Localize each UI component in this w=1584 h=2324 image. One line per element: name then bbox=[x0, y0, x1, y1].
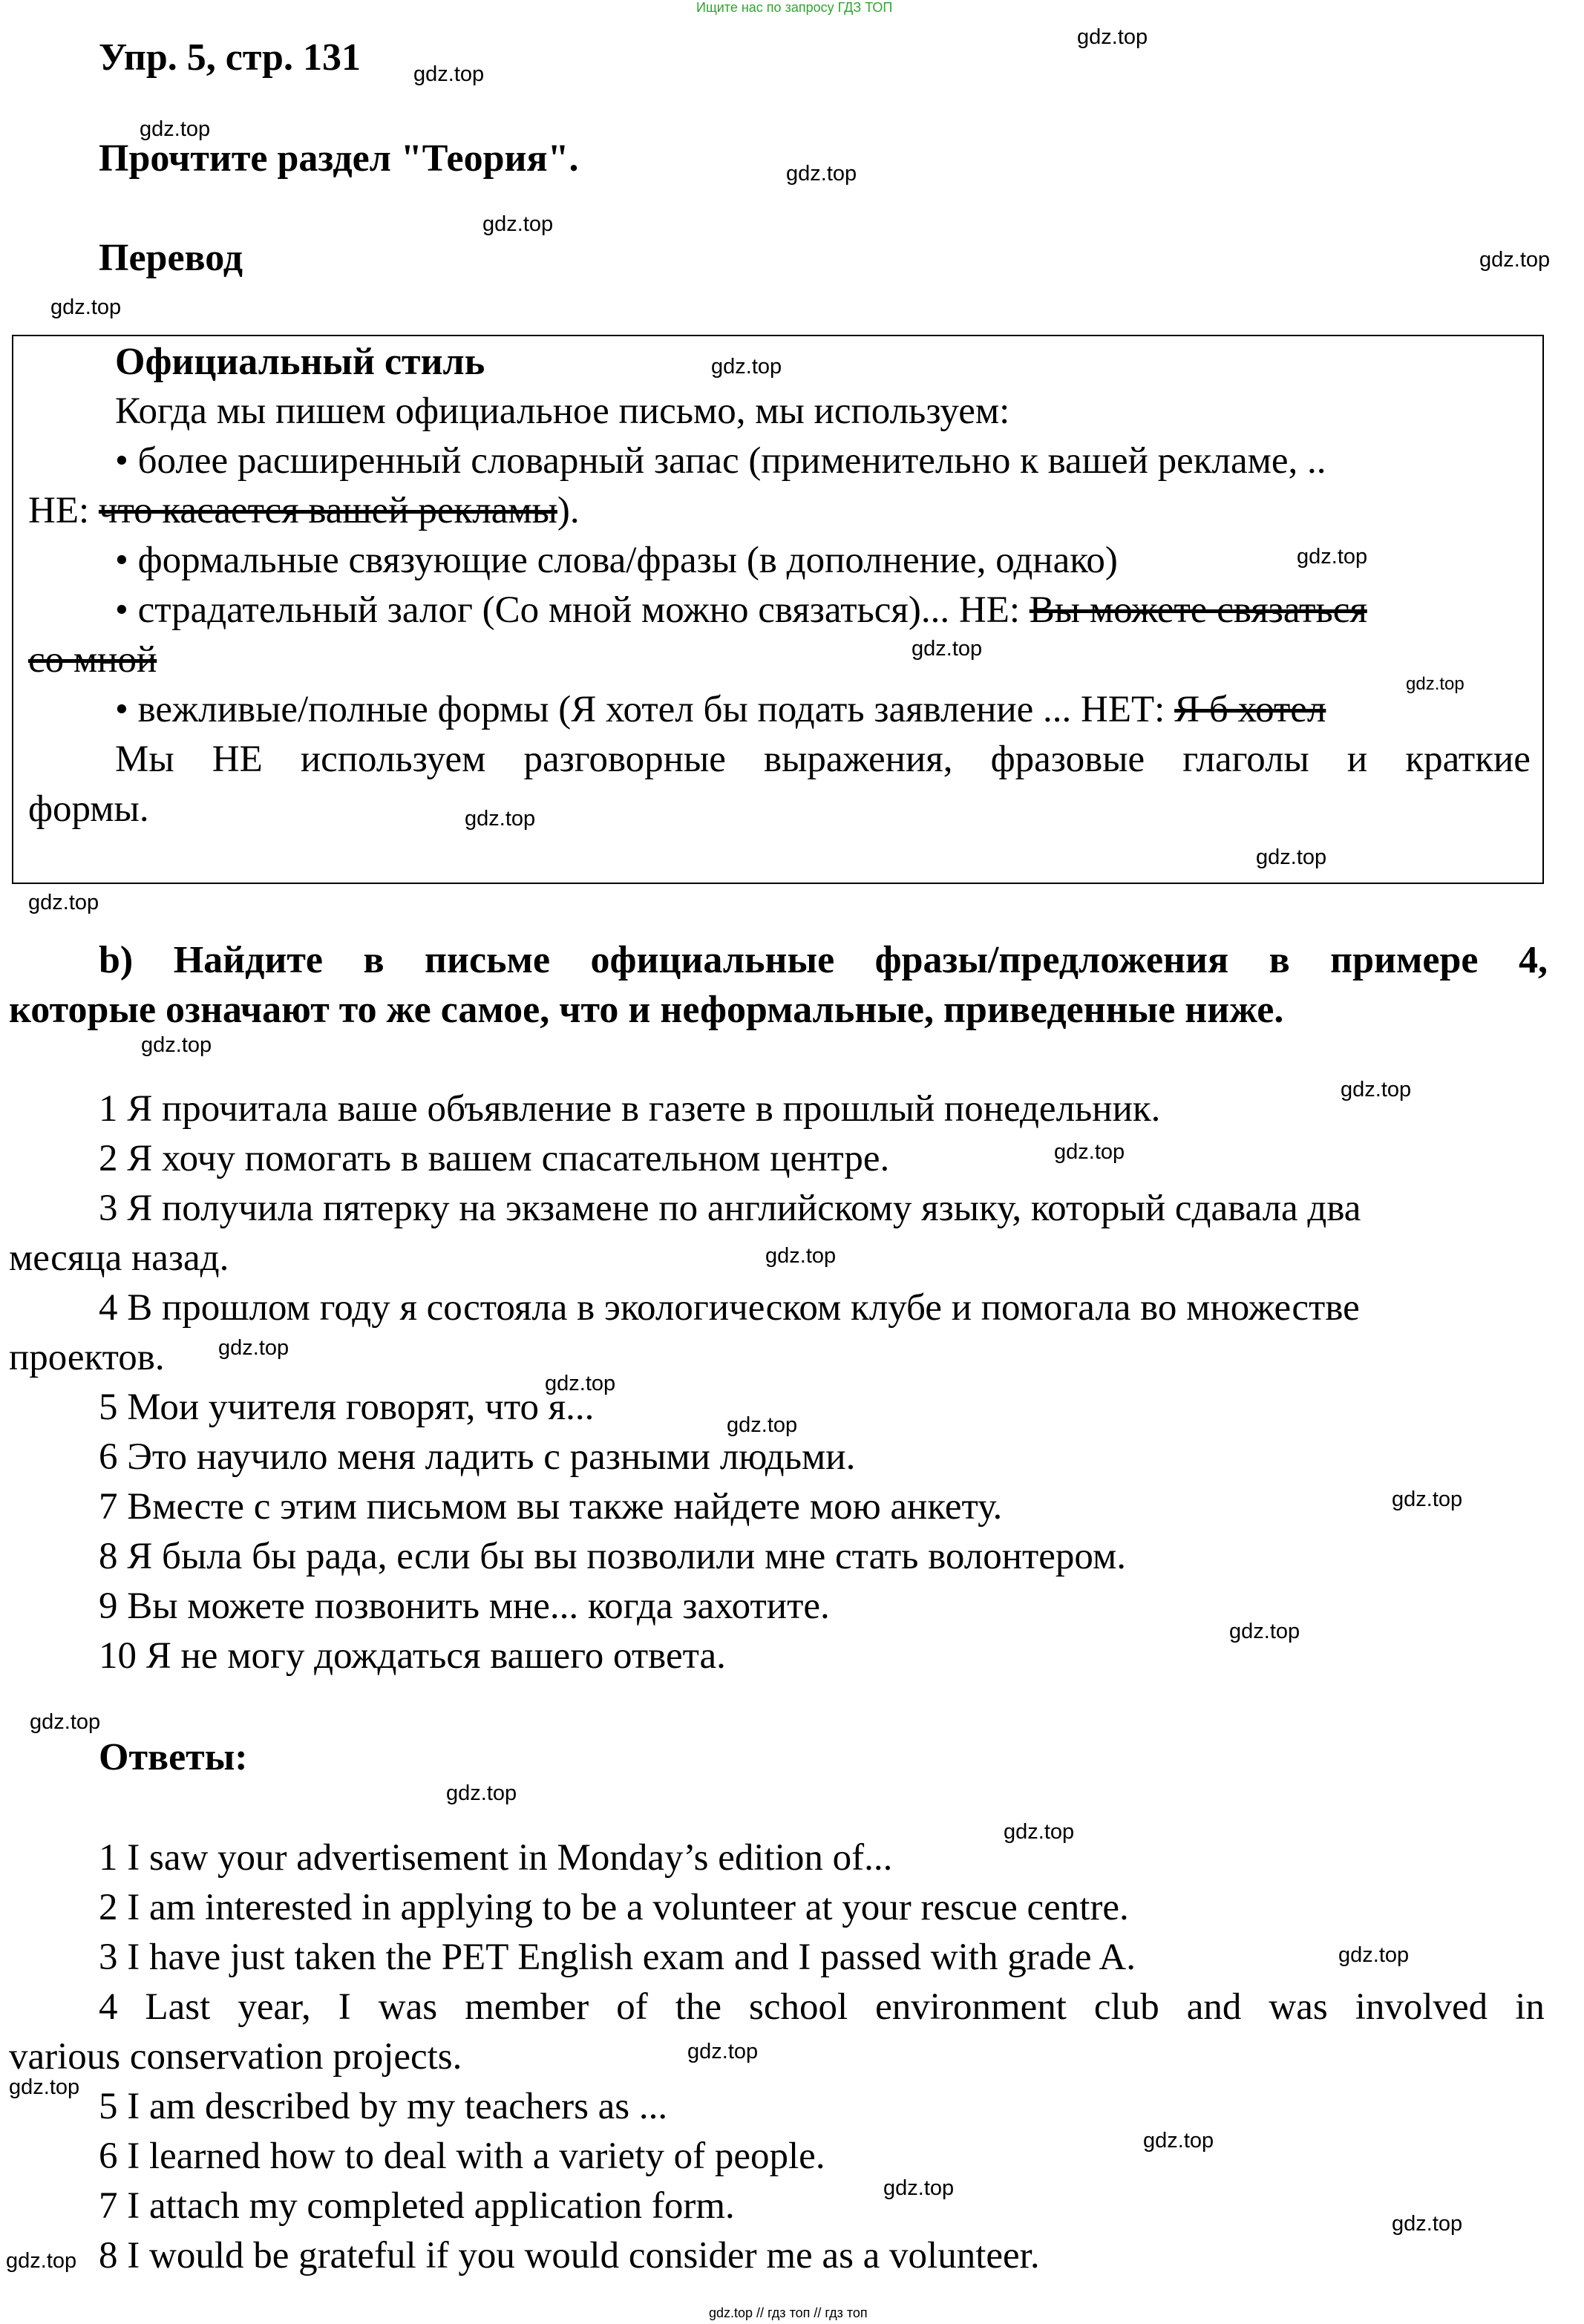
word: school bbox=[749, 1986, 848, 2028]
strikethrough-example-cont: со мной bbox=[28, 639, 157, 681]
watermark: gdz.top bbox=[140, 117, 211, 141]
answer-item: 3 I have just taken the PET English exam and I passed with grade A. bbox=[99, 1937, 1136, 1978]
word: примере bbox=[1330, 939, 1479, 981]
watermark: gdz.top bbox=[1297, 545, 1368, 569]
theory-bullet-polite bbox=[115, 688, 1326, 731]
watermark: gdz.top bbox=[50, 295, 122, 319]
informal-item: 1 Я прочитала ваше объявление в газете в прошлый понедельник. bbox=[99, 1088, 1161, 1130]
word: используем bbox=[300, 739, 486, 780]
instruction-heading: Прочтите раздел "Теория". bbox=[99, 137, 579, 180]
word: I bbox=[338, 1986, 351, 2028]
answer-item-cont: various conservation projects. bbox=[9, 2036, 462, 2078]
word: разговорные bbox=[523, 739, 726, 780]
bottom-banner: gdz.top // гдз топ // гдз топ bbox=[709, 2305, 868, 2320]
strikethrough-example: Вы можете связаться bbox=[1029, 589, 1367, 631]
watermark: gdz.top bbox=[1392, 1487, 1463, 1511]
word: 4 bbox=[99, 1986, 118, 2028]
word: глаголы bbox=[1182, 739, 1309, 780]
theory-bullet-vocab: • более расширенный словарный запас (применительно к вашей рекламе, .. bbox=[115, 440, 1326, 482]
word: b) bbox=[99, 939, 134, 981]
watermark: gdz.top bbox=[1406, 674, 1464, 694]
word: Last bbox=[145, 1986, 211, 2028]
strikethrough-example: Я б хотел bbox=[1174, 689, 1326, 730]
word: официальные bbox=[590, 939, 835, 981]
word: the bbox=[675, 1986, 721, 2028]
word: was bbox=[378, 1986, 438, 2028]
theory-closing-cont: формы. bbox=[28, 788, 149, 830]
answer-item: 2 I am interested in applying to be a volunteer at your rescue centre. bbox=[99, 1887, 1129, 1928]
strikethrough-example: что касается вашей рекламы bbox=[98, 490, 557, 531]
watermark: gdz.top bbox=[1392, 2212, 1463, 2236]
answer-item: 8 I would be grateful if you would consider me as a volunteer. bbox=[99, 2235, 1040, 2276]
answer-item: 5 I am described by my teachers as ... bbox=[99, 2086, 668, 2127]
watermark: gdz.top bbox=[711, 355, 782, 379]
watermark: gdz.top bbox=[765, 1244, 837, 1268]
watermark: gdz.top bbox=[446, 1781, 517, 1805]
informal-item: 3 Я получила пятерку на экзамене по английскому языку, который сдавала два bbox=[99, 1188, 1361, 1229]
watermark: gdz.top bbox=[482, 212, 554, 236]
word: of bbox=[616, 1986, 648, 2028]
word: involved bbox=[1355, 1986, 1488, 2028]
word: and bbox=[1186, 1986, 1242, 2028]
watermark: gdz.top bbox=[786, 162, 857, 186]
word: в bbox=[1269, 939, 1290, 981]
word: Найдите bbox=[173, 939, 324, 981]
word: выражения, bbox=[763, 739, 953, 780]
answer-item: 1 I saw your advertisement in Monday’s edition of... bbox=[99, 1837, 893, 1879]
word: club bbox=[1093, 1986, 1159, 2028]
informal-item: 2 Я хочу помогать в вашем спасательном центре. bbox=[99, 1138, 890, 1179]
informal-item-cont: месяца назад. bbox=[9, 1237, 229, 1279]
informal-item: 7 Вместе с этим письмом вы также найдете мою анкету. bbox=[99, 1486, 1003, 1528]
watermark: gdz.top bbox=[1143, 2129, 1214, 2153]
translation-heading: Перевод bbox=[99, 237, 243, 279]
watermark: gdz.top bbox=[883, 2176, 955, 2200]
word: в bbox=[363, 939, 384, 981]
word: in bbox=[1515, 1986, 1545, 2028]
answer-item: 6 I learned how to deal with a variety of people. bbox=[99, 2135, 825, 2177]
watermark: gdz.top bbox=[1479, 248, 1551, 272]
word: и bbox=[1346, 739, 1368, 780]
watermark: gdz.top bbox=[1054, 1140, 1125, 1164]
no-label: НЕ: bbox=[28, 490, 99, 531]
theory-title: Официальный стиль bbox=[115, 341, 485, 383]
top-banner: Ищите нас по запросу ГДЗ ТОП bbox=[696, 0, 893, 15]
watermark: gdz.top bbox=[687, 2040, 759, 2063]
theory-intro: Когда мы пишем официальное письмо, мы используем: bbox=[115, 390, 1010, 432]
exercise-title: Упр. 5, стр. 131 bbox=[99, 36, 361, 79]
watermark: gdz.top bbox=[912, 637, 983, 661]
theory-bullet-passive bbox=[115, 589, 1367, 632]
watermark: gdz.top bbox=[141, 1033, 212, 1057]
passive-text: • страдательный залог (Со мной можно связаться)... НЕ: bbox=[115, 589, 1030, 631]
word: письме bbox=[425, 939, 551, 981]
task-b-heading bbox=[99, 938, 1548, 982]
watermark: gdz.top bbox=[30, 1710, 101, 1734]
word: фразовые bbox=[990, 739, 1145, 780]
task-b-heading-cont: которые означают то же самое, что и неформальные, приведенные ниже. bbox=[9, 989, 1284, 1031]
watermark: gdz.top bbox=[545, 1372, 616, 1395]
informal-item: 6 Это научило меня ладить с разными людьми. bbox=[99, 1436, 856, 1478]
word: Мы bbox=[115, 739, 174, 780]
theory-bullet-linkers: • формальные связующие слова/фразы (в дополнение, однако) bbox=[115, 540, 1118, 581]
watermark: gdz.top bbox=[465, 807, 536, 831]
informal-item: 8 Я была бы рада, если бы вы позволили мне стать волонтером. bbox=[99, 1536, 1126, 1577]
informal-item: 10 Я не могу дождаться вашего ответа. bbox=[99, 1635, 726, 1677]
watermark: gdz.top bbox=[1341, 1078, 1412, 1102]
informal-item: 9 Вы можете позвонить мне... когда захотите. bbox=[99, 1585, 830, 1627]
watermark: gdz.top bbox=[6, 2249, 77, 2273]
watermark: gdz.top bbox=[1077, 25, 1148, 49]
closing-paren: ). bbox=[557, 490, 580, 531]
word: НЕ bbox=[212, 739, 263, 780]
watermark: gdz.top bbox=[9, 2075, 80, 2099]
polite-text: • вежливые/полные формы (Я хотел бы подать заявление ... НЕТ: bbox=[115, 689, 1175, 730]
informal-item: 4 В прошлом году я состояла в экологическом клубе и помогала во множестве bbox=[99, 1287, 1360, 1329]
answer-item: 7 I attach my completed application form. bbox=[99, 2185, 735, 2227]
word: year, bbox=[238, 1986, 311, 2028]
theory-closing bbox=[115, 738, 1531, 781]
watermark: gdz.top bbox=[28, 891, 99, 914]
watermark: gdz.top bbox=[413, 62, 485, 86]
informal-item: 5 Мои учителя говорят, что я... bbox=[99, 1387, 595, 1428]
word: 4, bbox=[1518, 939, 1548, 981]
theory-bullet-vocab-cont bbox=[28, 489, 580, 532]
word: краткие bbox=[1405, 739, 1531, 780]
watermark: gdz.top bbox=[727, 1413, 798, 1437]
word: environment bbox=[875, 1986, 1067, 2028]
watermark: gdz.top bbox=[1229, 1620, 1300, 1643]
watermark: gdz.top bbox=[1338, 1943, 1410, 1967]
watermark: gdz.top bbox=[218, 1336, 289, 1360]
watermark: gdz.top bbox=[1256, 845, 1327, 869]
informal-item-cont: проектов. bbox=[9, 1337, 165, 1378]
answers-heading: Ответы: bbox=[99, 1736, 248, 1778]
word: was bbox=[1269, 1986, 1328, 2028]
word: фразы/предложения bbox=[874, 939, 1229, 981]
watermark: gdz.top bbox=[1004, 1820, 1075, 1844]
word: member bbox=[465, 1986, 589, 2028]
answer-item bbox=[99, 1986, 1545, 2029]
